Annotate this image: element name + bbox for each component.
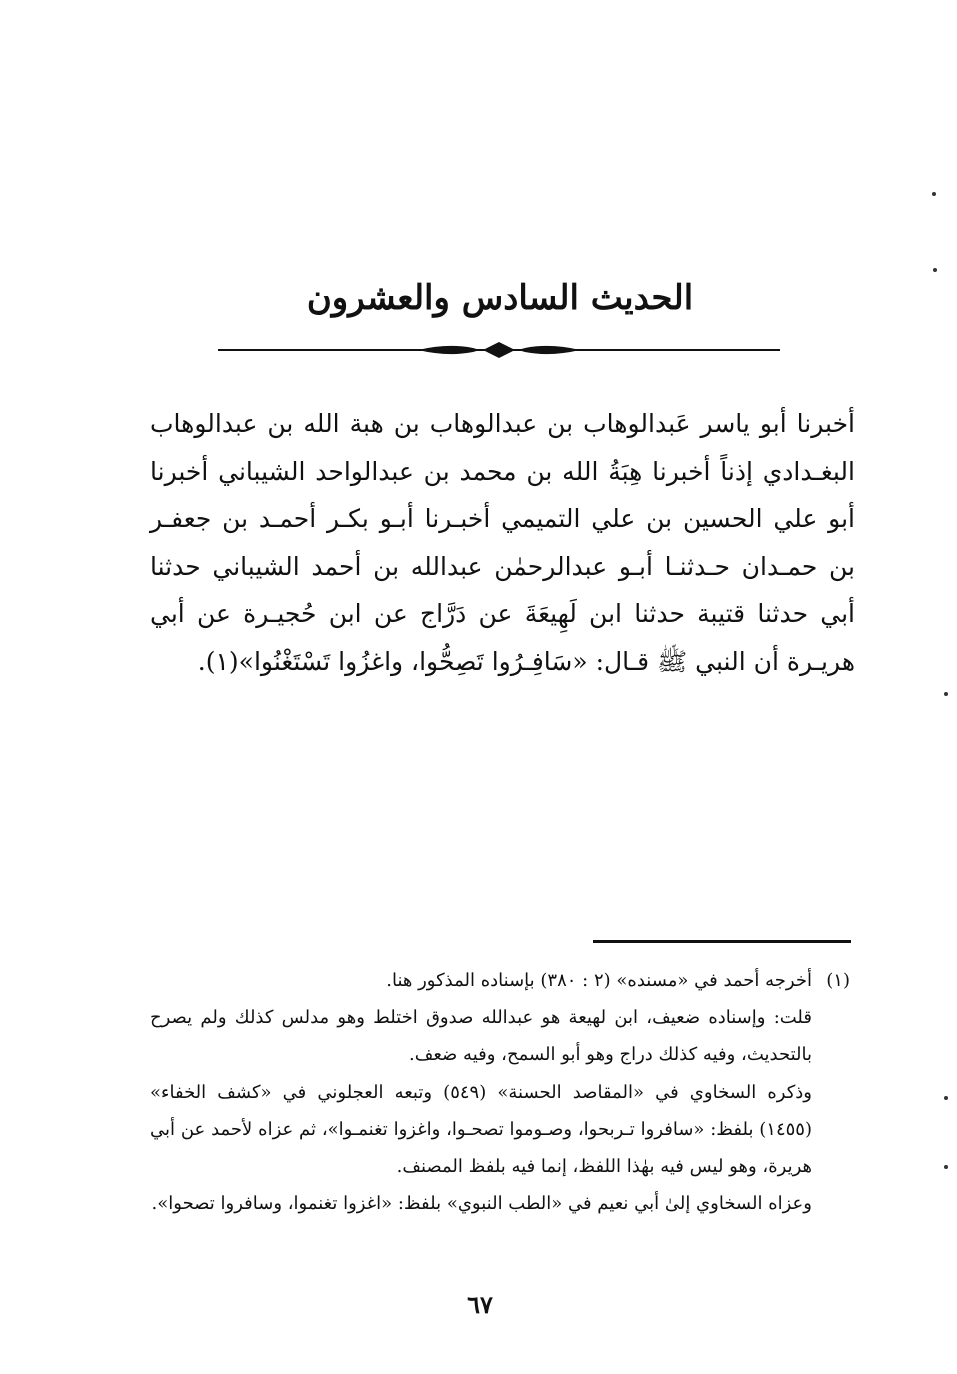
scan-speck: [944, 692, 948, 696]
footnote-paragraph: أخرجه أحمد في «مسنده» (٢ : ٣٨٠) بإسناده المذكور هنا.: [386, 970, 812, 991]
scan-speck: [944, 1165, 948, 1169]
hadith-title: الحديث السادس والعشرون: [306, 278, 694, 318]
footnote-separator: [593, 940, 851, 943]
ornament-divider: [218, 338, 780, 362]
scan-speck: [933, 268, 937, 272]
hadith-text: [150, 400, 855, 685]
hadith-paragraph: أخبرنا أبو ياسر عَبدالوهاب بن عبدالوهاب بن هبة الله بن عبدالوهاب البغـدادي إذناً أخبرنا هِبَةُ الله بن محمد بن عبدالواحد الشيباني أخبرنا أبو علي الحسين بن علي التميمي أخبـرنا أبـو بكـر أحمـد بن جعفـر بن حمـدان حـدثنـا أبـو عبدالرحمٰن عبدالله بن أحمد الشيباني حدثنا أبي حدثنا قتيبة حدثنا ابن لَهِيعَةَ عن دَرَّاج عن ابن حُجيـرة عن أبي هريـرة أن النبي ﷺ قـال: «سَافِـرُوا تَصِحُّوا، واغزُوا تَسْتَغْنُوا»(١).: [150, 409, 855, 676]
footnote-1: [150, 962, 850, 1222]
footnote-paragraph: قلت: وإسناده ضعيف، ابن لهيعة هو عبدالله صدوق اختلط وهو مدلس كذلك ولم يصرح بالتحديث، وفيه كذلك دراج وهو أبو السمح، وفيه ضعف.: [150, 1007, 812, 1066]
footnotes: [150, 962, 850, 1222]
scan-speck: [944, 1096, 948, 1100]
scan-speck: [932, 192, 936, 196]
page-number: ٦٧: [467, 1290, 493, 1319]
footnote-paragraph: وذكره السخاوي في «المقاصد الحسنة» (٥٤٩) وتبعه العجلوني في «كشف الخفاء» (١٤٥٥) بلفظ: «سافروا تـربحوا، وصـوموا تصحـوا، واغزوا تغنمـوا»، ثم عزاه لأحمد عن أبي هريرة، وهو ليس فيه بهٰذا اللفظ، إنما فيه بلفظ المصنف.: [150, 1081, 812, 1178]
footnote-body: [150, 962, 812, 1222]
footnote-paragraph: وعزاه السخاوي إلىٰ أبي نعيم في «الطب النبوي» بلفظ: «اغزوا تغنموا، وسافروا تصحوا».: [151, 1193, 812, 1215]
footnote-number: (١): [826, 970, 850, 991]
